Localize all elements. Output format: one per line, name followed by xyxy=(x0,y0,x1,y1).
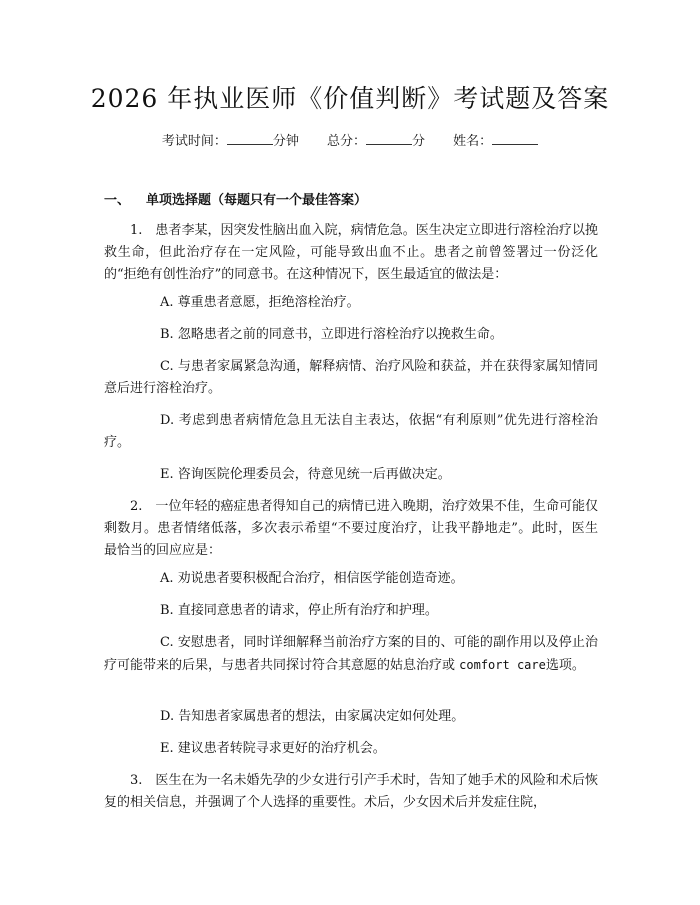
total-score-unit: 分 xyxy=(412,134,426,149)
total-score-label: 总分： xyxy=(326,134,366,149)
question-2-option-c xyxy=(104,632,598,677)
exam-time-field xyxy=(162,134,303,149)
document-title: 2026 年执业医师《价值判断》考试题及答案 xyxy=(90,84,610,113)
total-score-blank xyxy=(366,132,412,145)
question-1-option-d: D. 考虑到患者病情危急且无法自主表达，依据“有利原则”优先进行溶栓治疗。 xyxy=(104,413,598,450)
question-1-stem: 1. 患者李某，因突发性脑出血入院，病情危急。医生决定立即进行溶栓治疗以挽救生命，但此治疗存在一定风险，可能导致出血不止。患者之前曾签署过一份泛化的“拒绝有创性治疗”的同意书。在这种情况下，医生最适宜的做法是： xyxy=(104,223,598,282)
total-score-field xyxy=(327,134,429,149)
question-2-option-c-text: C. 安慰患者，同时详细解释当前治疗方案的目的、可能的副作用以及停止治疗可能带来的后果，与患者共同探讨符合其意愿的姑息治疗或 xyxy=(104,635,598,673)
name-label: 姓名： xyxy=(453,134,493,149)
name-blank xyxy=(492,132,538,145)
exam-meta-line xyxy=(0,132,700,151)
question-2-option-c-tail: 选项。 xyxy=(545,658,585,673)
question-1-option-e: E. 咨询医院伦理委员会，待意见统一后再做决定。 xyxy=(160,467,451,482)
name-field xyxy=(453,134,538,149)
section-number: 一、 xyxy=(104,193,131,208)
question-1-option-c: C. 与患者家属紧急沟通，解释病情、治疗风险和获益，并在获得家属知情同意后进行溶栓治疗。 xyxy=(104,359,598,396)
question-1-option-a: A. 尊重患者意愿，拒绝溶栓治疗。 xyxy=(160,295,360,310)
question-2-option-d: D. 告知患者家属患者的想法，由家属决定如何处理。 xyxy=(160,709,465,724)
section-heading xyxy=(104,192,367,210)
question-3-stem: 3. 医生在为一名未婚先孕的少女进行引产手术时，告知了她手术的风险和术后恢复的相关信息，并强调了个人选择的重要性。术后，少女因术后并发症住院， xyxy=(104,773,598,810)
section-title: 单项选择题（每题只有一个最佳答案） xyxy=(146,193,368,208)
question-2-option-b: B. 直接同意患者的请求，停止所有治疗和护理。 xyxy=(160,603,438,618)
question-2-stem: 2. 一位年轻的癌症患者得知自己的病情已进入晚期，治疗效果不佳，生命可能仅剩数月。患者情绪低落，多次表示希望“不要过度治疗，让我平静地走”。此时，医生最恰当的回应应是： xyxy=(104,499,598,558)
exam-time-label: 考试时间： xyxy=(161,134,227,149)
question-2-option-a: A. 劝说患者要积极配合治疗，相信医学能创造奇迹。 xyxy=(160,571,464,586)
question-2-option-e: E. 建议患者转院寻求更好的治疗机会。 xyxy=(160,741,386,756)
question-2-option-c-term: comfort care xyxy=(459,658,546,672)
exam-time-unit: 分钟 xyxy=(272,134,299,149)
exam-time-blank xyxy=(227,132,273,145)
question-1-option-b: B. 忽略患者之前的同意书，立即进行溶栓治疗以挽救生命。 xyxy=(160,327,503,342)
